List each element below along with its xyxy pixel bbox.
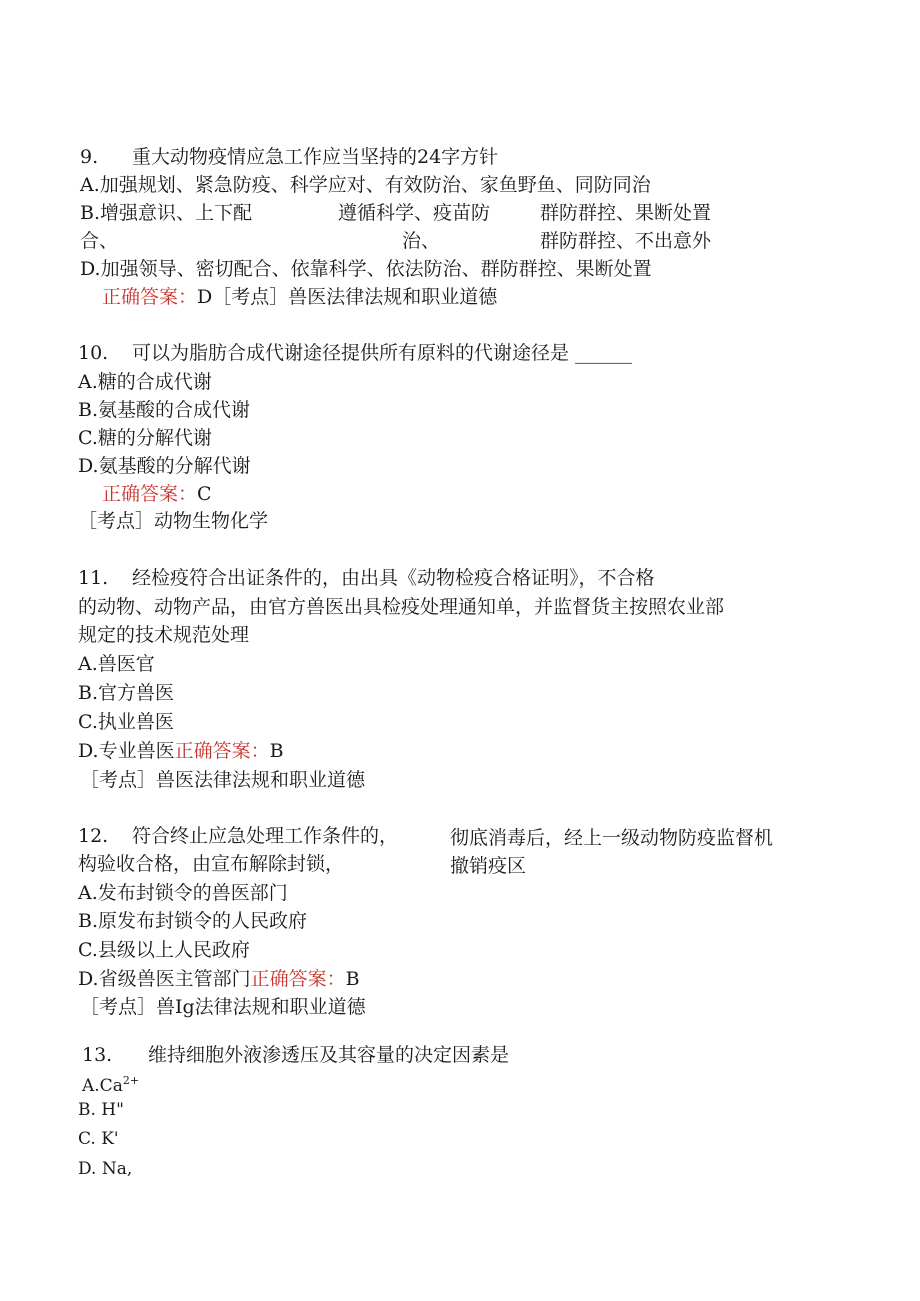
q10-answer-label: 正确答案： (102, 483, 198, 505)
q12-number: 12. (78, 825, 109, 847)
q11-stem-line2: 的动物、动物产品，由官方兽医出具检疫处理通知单，并监督货主按照农业部 (78, 596, 725, 618)
q13-option-a-superscript: 2+ (122, 1074, 140, 1087)
q9-answer-value: D［考点］兽医法律法规和职业道德 (197, 286, 498, 308)
q12-stem-right-line1: 彻底消毒后，经上一级动物防疫监督机 (450, 827, 774, 849)
q11-number: 11. (78, 567, 109, 589)
q12-option-d: D.省级兽医主管部门 (78, 968, 251, 990)
q12-point: ［考点］兽Ig法律法规和职业道德 (80, 996, 366, 1018)
q10-option-a: A.糖的合成代谢 (78, 371, 212, 393)
q11-stem-line3: 规定的技术规范处理 (78, 624, 250, 646)
q9-option-c-part3: 群防群控、不出意外 (540, 230, 712, 252)
q10-stem: 可以为脂肪合成代谢途径提供所有原料的代谢途径是 ______ (132, 342, 633, 364)
q9-stem: 重大动物疫情应急工作应当坚持的24字方针 (132, 146, 499, 168)
q9-option-c-part1: 合、 (80, 230, 119, 252)
q9-option-d: D.加强领导、密切配合、依靠科学、依法防治、群防群控、果断处置 (80, 258, 652, 280)
q9-number: 9. (80, 146, 99, 168)
q10-point: ［考点］动物生物化学 (78, 510, 269, 532)
q9-option-b-part2: 遵循科学、疫苗防 (338, 202, 491, 224)
q9-option-b-part1: B.增强意识、上下配 (80, 202, 253, 224)
q11-option-a: A.兽医官 (78, 653, 155, 675)
q13-option-b: B. H" (78, 1100, 124, 1120)
q12-stem-left-line2: 构验收合格，由宣布解除封锁， (78, 853, 345, 875)
q11-option-b: B.官方兽医 (78, 682, 175, 704)
q9-option-a: A.加强规划、紧急防疫、科学应对、有效防治、家鱼野鱼、同防同治 (80, 174, 651, 196)
q9-option-c-part2: 治、 (402, 230, 441, 252)
q13-option-d: D. Na, (78, 1159, 133, 1179)
q12-option-b: B.原发布封锁令的人民政府 (78, 910, 308, 932)
q11-stem-line1: 经检疫符合出证条件的，由出具《动物检疫合格证明》，不合格 (132, 567, 655, 589)
q11-option-d: D.专业兽医 (78, 740, 175, 762)
q12-option-a: A.发布封锁令的兽医部门 (78, 882, 288, 904)
q10-answer (102, 482, 212, 506)
q13-option-a-text: A.Ca (82, 1076, 123, 1096)
q10-answer-value: C (197, 483, 212, 505)
q12-option-c: C.县级以上人民政府 (78, 939, 250, 961)
q13-stem: 维持细胞外液渗透压及其容量的决定因素是 (148, 1044, 510, 1066)
q10-option-b: B.氨基酸的合成代谢 (78, 399, 251, 421)
q12-stem-left-line1: 符合终止应急处理工作条件的， (132, 825, 399, 847)
q11-answer-label: 正确答案： (174, 740, 270, 762)
q12-stem-right-line2: 撤销疫区 (450, 855, 527, 877)
q12-option-d-line (78, 967, 360, 991)
q10-option-d: D.氨基酸的分解代谢 (78, 455, 251, 477)
q11-answer-value: B (269, 740, 284, 762)
q9-answer (102, 285, 497, 309)
q13-option-a (82, 1074, 139, 1098)
q11-option-c: C.执业兽医 (78, 711, 174, 733)
q9-answer-label: 正确答案： (102, 286, 198, 308)
q12-answer-value: B (345, 968, 360, 990)
q11-point: ［考点］兽医法律法规和职业道德 (80, 769, 366, 791)
q12-answer-label: 正确答案： (250, 968, 346, 990)
q10-option-c: C.糖的分解代谢 (78, 427, 212, 449)
q13-number: 13. (82, 1044, 113, 1066)
q11-option-d-line (78, 739, 284, 763)
q10-number: 10. (78, 342, 109, 364)
q9-option-b-part3: 群防群控、果断处置 (540, 202, 712, 224)
q13-option-c: C. K' (78, 1129, 119, 1149)
